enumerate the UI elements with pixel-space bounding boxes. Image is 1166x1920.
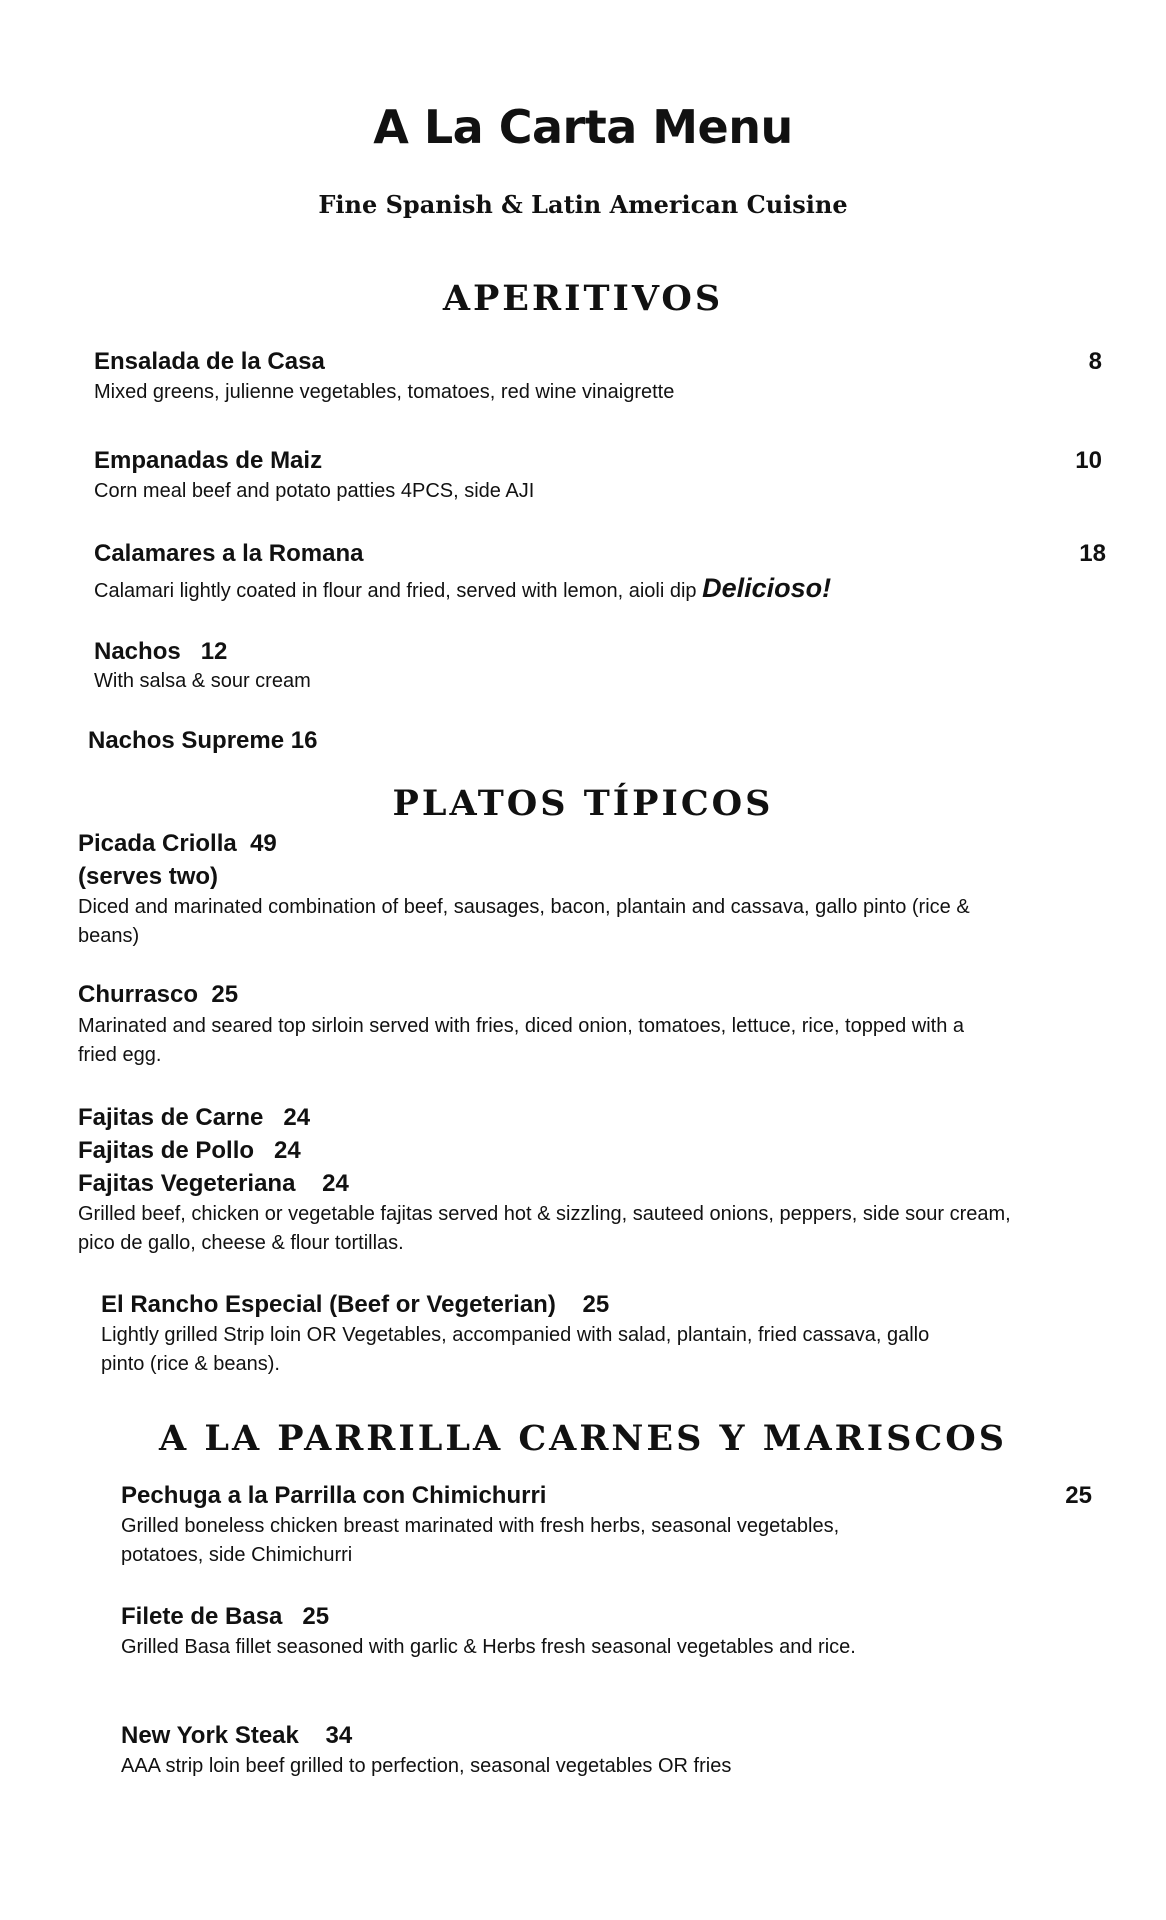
item-name: Ensalada de la Casa xyxy=(94,348,325,375)
item-description: AAA strip loin beef grilled to perfection, seasonal vegetables OR fries xyxy=(121,1755,732,1777)
item-name: Pechuga a la Parrilla con Chimichurri xyxy=(121,1482,547,1509)
section-heading-platos-tipicos: PLATOS TÍPICOS xyxy=(392,783,774,824)
item-name: Calamares a la Romana xyxy=(94,540,364,567)
item-price: 18 xyxy=(1079,540,1106,567)
item-description: Grilled boneless chicken breast marinated with fresh herbs, seasonal vegetables, potatoes, side Chimichurri xyxy=(121,1515,840,1566)
item-description: Mixed greens, julienne vegetables, tomatoes, red wine vinaigrette xyxy=(94,381,675,403)
item-note: (serves two) xyxy=(78,863,219,890)
item-price: 25 xyxy=(1065,1482,1092,1509)
item-description-line xyxy=(94,574,1094,606)
section-heading-aperitivos: APERITIVOS xyxy=(442,278,724,319)
item-description: Grilled beef, chicken or vegetable fajitas served hot & sizzling, sauteed onions, peppers, side sour cream, pico de gallo, cheese & flour tortillas. xyxy=(78,1203,1011,1254)
item-price: 8 xyxy=(1088,348,1102,375)
item-name: El Rancho Especial (Beef or Vegeterian) 25 xyxy=(101,1291,610,1318)
item-name: Filete de Basa 25 xyxy=(121,1603,330,1630)
item-description: Corn meal beef and potato patties 4PCS, side AJI xyxy=(94,480,535,502)
menu-title: A La Carta Menu xyxy=(373,100,793,154)
item-name: Fajitas de Pollo 24 xyxy=(78,1137,301,1164)
item-name: Nachos Supreme 16 xyxy=(88,727,318,754)
item-price: 10 xyxy=(1075,447,1102,474)
item-description: Calamari lightly coated in flour and fried, served with lemon, aioli dip xyxy=(94,580,697,602)
item-name: Picada Criolla 49 xyxy=(78,830,277,857)
item-name: Fajitas de Carne 24 xyxy=(78,1104,311,1131)
menu-subtitle: Fine Spanish & Latin American Cuisine xyxy=(318,190,848,219)
item-name: Churrasco 25 xyxy=(78,981,239,1008)
section-heading-parrilla: A LA PARRILLA CARNES Y MARISCOS xyxy=(159,1418,1007,1459)
item-description: Grilled Basa fillet seasoned with garlic & Herbs fresh seasonal vegetables and rice. xyxy=(121,1636,856,1658)
item-description: Diced and marinated combination of beef, sausages, bacon, plantain and cassava, gallo pinto (rice & beans) xyxy=(78,896,970,947)
item-description: With salsa & sour cream xyxy=(94,670,311,692)
highlight-delicioso: Delicioso! xyxy=(702,573,832,603)
item-name: Nachos 12 xyxy=(94,638,228,665)
item-description: Lightly grilled Strip loin OR Vegetables, accompanied with salad, plantain, fried cassava, gallo pinto (rice & beans). xyxy=(101,1324,930,1375)
item-name: New York Steak 34 xyxy=(121,1722,353,1749)
item-description: Marinated and seared top sirloin served with fries, diced onion, tomatoes, lettuce, rice, topped with a fried egg. xyxy=(78,1015,965,1066)
item-name: Empanadas de Maiz xyxy=(94,447,323,474)
item-name: Fajitas Vegeteriana 24 xyxy=(78,1170,349,1197)
